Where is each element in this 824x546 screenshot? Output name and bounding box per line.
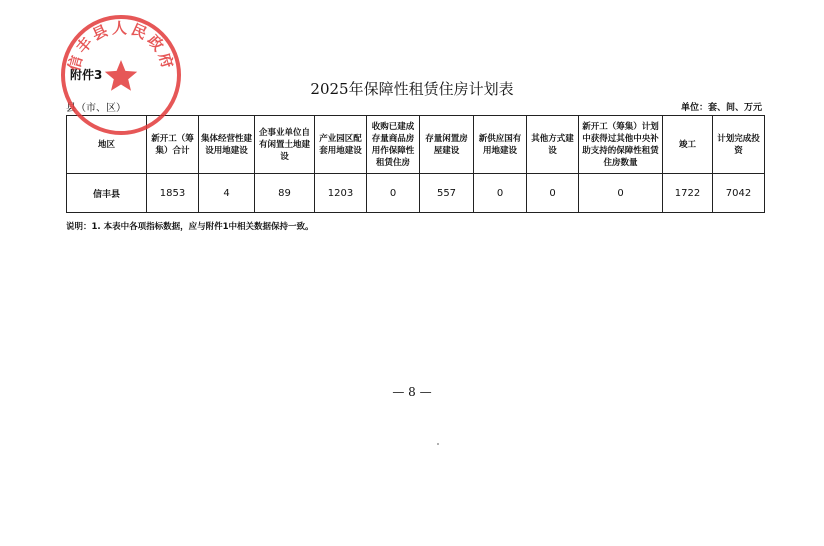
column-header: 新开工（筹集）计划中获得过其他中央补助支持的保障性租赁住房数量: [579, 116, 663, 174]
page-number: — 8 —: [392, 385, 432, 399]
table-note: 说明：1. 本表中各项指标数据，应与附件1中相关数据保持一致。: [66, 222, 314, 232]
column-header: 新供应国有用地建设: [474, 116, 527, 174]
column-header: 企事业单位自有闲置土地建设: [255, 116, 315, 174]
column-header: 集体经营性建设用地建设: [199, 116, 255, 174]
column-header: 计划完成投资: [713, 116, 765, 174]
column-header: 竣工: [663, 116, 713, 174]
scan-speck: [437, 443, 439, 445]
table-cell: 0: [474, 174, 527, 213]
seal-text: 信丰县人民政府: [64, 18, 178, 74]
table-cell: 4: [199, 174, 255, 213]
column-header: 地区: [67, 116, 147, 174]
table-cell: 1722: [663, 174, 713, 213]
table-cell-region: 信丰县: [67, 174, 147, 213]
table-cell: 1853: [147, 174, 199, 213]
column-header: 存量闲置房屋建设: [420, 116, 474, 174]
region-label: 县（市、区）: [66, 103, 126, 114]
table-cell: 1203: [315, 174, 367, 213]
table-cell: 89: [255, 174, 315, 213]
official-seal: [58, 12, 184, 138]
table-cell: 0: [579, 174, 663, 213]
table-row: [67, 174, 765, 213]
table-cell: 0: [367, 174, 420, 213]
unit-label: 单位：套、间、万元: [680, 103, 762, 113]
star-icon: [105, 60, 137, 91]
table-cell: 7042: [713, 174, 765, 213]
table-cell: 0: [527, 174, 579, 213]
column-header: 收购已建成存量商品房用作保障性租赁住房: [367, 116, 420, 174]
page-title: 2025年保障性租赁住房计划表: [310, 80, 514, 98]
column-header: 其他方式建设: [527, 116, 579, 174]
attachment-label: 附件3: [70, 68, 103, 82]
column-header: 新开工（筹集）合计: [147, 116, 199, 174]
table-cell: 557: [420, 174, 474, 213]
column-header: 产业园区配套用地建设: [315, 116, 367, 174]
